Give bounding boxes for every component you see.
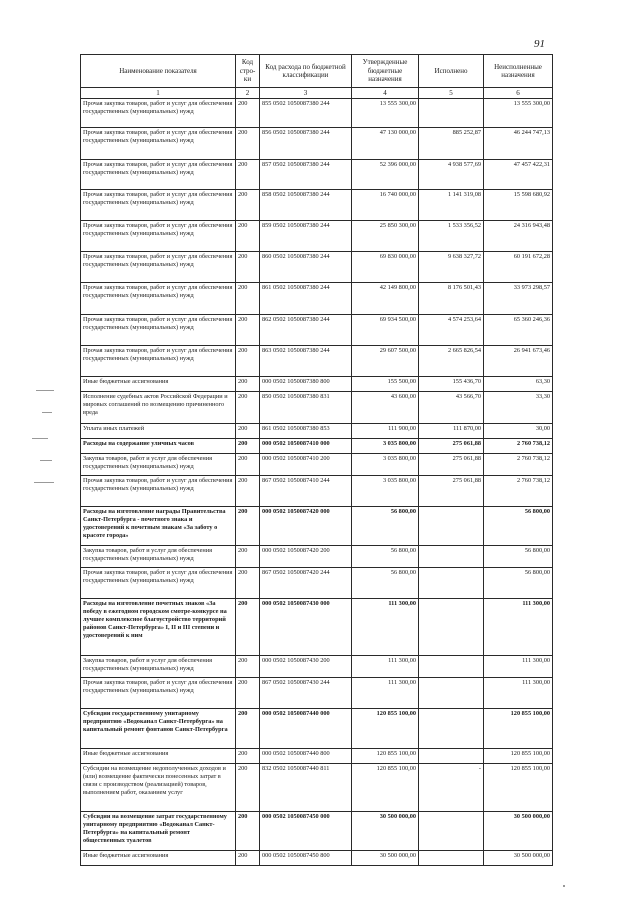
row-line-code: 200 bbox=[236, 128, 260, 160]
row-executed-amount bbox=[419, 851, 484, 866]
row-line-code: 200 bbox=[236, 190, 260, 221]
column-number: 4 bbox=[352, 88, 419, 99]
table-header-row bbox=[81, 55, 553, 88]
row-indicator-name: Субсидии на возмещение недополученных доходов и (или) возмещение фактически понесенных затрат в связи с производством (реализацией) товаров, выполнением работ, оказанием услуг bbox=[81, 764, 236, 812]
row-approved-amount: 120 855 100,00 bbox=[352, 764, 419, 812]
row-executed-amount bbox=[419, 678, 484, 709]
row-approved-amount: 111 300,00 bbox=[352, 678, 419, 709]
row-classification-code: 867 0502 1050087430 244 bbox=[260, 678, 352, 709]
table-row bbox=[81, 221, 553, 252]
row-classification-code: 000 0502 1050087410 200 bbox=[260, 454, 352, 476]
table-row bbox=[81, 812, 553, 851]
row-unexecuted-amount: 111 300,00 bbox=[484, 599, 553, 656]
row-line-code: 200 bbox=[236, 476, 260, 507]
table-row bbox=[81, 424, 553, 439]
column-number: 2 bbox=[236, 88, 260, 99]
table-row bbox=[81, 160, 553, 190]
row-approved-amount: 120 855 100,00 bbox=[352, 709, 419, 749]
row-approved-amount: 56 800,00 bbox=[352, 546, 419, 568]
page-number: 91 bbox=[534, 38, 545, 50]
row-unexecuted-amount: 47 457 422,31 bbox=[484, 160, 553, 190]
row-line-code: 200 bbox=[236, 315, 260, 346]
table-row bbox=[81, 392, 553, 424]
row-indicator-name: Прочая закупка товаров, работ и услуг для обеспечения государственных (муниципальных) нужд bbox=[81, 476, 236, 507]
row-classification-code: 000 0502 1050087450 000 bbox=[260, 812, 352, 851]
row-unexecuted-amount: 2 760 738,12 bbox=[484, 439, 553, 454]
row-approved-amount: 3 035 800,00 bbox=[352, 476, 419, 507]
table-row bbox=[81, 678, 553, 709]
row-executed-amount bbox=[419, 812, 484, 851]
row-unexecuted-amount: 56 800,00 bbox=[484, 568, 553, 599]
row-line-code: 200 bbox=[236, 439, 260, 454]
row-classification-code: 867 0502 1050087410 244 bbox=[260, 476, 352, 507]
row-unexecuted-amount: 120 855 100,00 bbox=[484, 764, 553, 812]
row-approved-amount: 120 855 100,00 bbox=[352, 749, 419, 764]
row-approved-amount: 69 830 000,00 bbox=[352, 252, 419, 283]
row-indicator-name: Прочая закупка товаров, работ и услуг для обеспечения государственных (муниципальных) нужд bbox=[81, 568, 236, 599]
row-executed-amount bbox=[419, 599, 484, 656]
row-classification-code: 859 0502 1050087380 244 bbox=[260, 221, 352, 252]
row-classification-code: 861 0502 1050087380 244 bbox=[260, 283, 352, 315]
column-number: 1 bbox=[81, 88, 236, 99]
row-executed-amount: 275 061,88 bbox=[419, 439, 484, 454]
row-approved-amount: 155 500,00 bbox=[352, 377, 419, 392]
column-number: 5 bbox=[419, 88, 484, 99]
table-row bbox=[81, 764, 553, 812]
row-executed-amount: 43 566,70 bbox=[419, 392, 484, 424]
row-classification-code: 000 0502 1050087380 800 bbox=[260, 377, 352, 392]
row-approved-amount: 13 555 300,00 bbox=[352, 99, 419, 128]
row-line-code: 200 bbox=[236, 812, 260, 851]
row-line-code: 200 bbox=[236, 709, 260, 749]
row-classification-code: 832 0502 1050087440 811 bbox=[260, 764, 352, 812]
row-classification-code: 000 0502 1050087420 000 bbox=[260, 507, 352, 546]
row-indicator-name: Прочая закупка товаров, работ и услуг для обеспечения государственных (муниципальных) нужд bbox=[81, 315, 236, 346]
row-executed-amount: 8 176 501,43 bbox=[419, 283, 484, 315]
row-indicator-name: Субсидии государственному унитарному предприятию «Водоканал Санкт-Петербурга» на капитальный ремонт фонтанов Санкт-Петербурга bbox=[81, 709, 236, 749]
row-classification-code: 000 0502 1050087440 000 bbox=[260, 709, 352, 749]
row-indicator-name: Прочая закупка товаров, работ и услуг для обеспечения государственных (муниципальных) нужд bbox=[81, 160, 236, 190]
margin-pencil-marks bbox=[28, 390, 74, 520]
row-approved-amount: 29 607 500,00 bbox=[352, 346, 419, 377]
row-line-code: 200 bbox=[236, 507, 260, 546]
row-indicator-name: Прочая закупка товаров, работ и услуг для обеспечения государственных (муниципальных) нужд bbox=[81, 221, 236, 252]
row-line-code: 200 bbox=[236, 392, 260, 424]
row-approved-amount: 56 800,00 bbox=[352, 507, 419, 546]
row-indicator-name: Прочая закупка товаров, работ и услуг для обеспечения государственных (муниципальных) нужд bbox=[81, 252, 236, 283]
row-unexecuted-amount: 120 855 100,00 bbox=[484, 709, 553, 749]
row-executed-amount: 1 141 319,08 bbox=[419, 190, 484, 221]
row-classification-code: 000 0502 1050087430 000 bbox=[260, 599, 352, 656]
table-row bbox=[81, 749, 553, 764]
row-unexecuted-amount: 120 855 100,00 bbox=[484, 749, 553, 764]
row-unexecuted-amount: 111 300,00 bbox=[484, 678, 553, 709]
row-line-code: 200 bbox=[236, 764, 260, 812]
row-executed-amount bbox=[419, 546, 484, 568]
row-unexecuted-amount: 15 598 680,92 bbox=[484, 190, 553, 221]
row-executed-amount bbox=[419, 709, 484, 749]
row-executed-amount bbox=[419, 99, 484, 128]
row-indicator-name: Закупка товаров, работ и услуг для обеспечения государственных (муниципальных) нужд bbox=[81, 656, 236, 678]
row-unexecuted-amount: 56 800,00 bbox=[484, 546, 553, 568]
row-classification-code: 855 0502 1050087380 244 bbox=[260, 99, 352, 128]
row-classification-code: 858 0502 1050087380 244 bbox=[260, 190, 352, 221]
column-number: 6 bbox=[484, 88, 553, 99]
header-approved: Утвержденные бюджетные назначения bbox=[352, 55, 419, 88]
row-line-code: 200 bbox=[236, 377, 260, 392]
row-indicator-name: Иные бюджетные ассигнования bbox=[81, 749, 236, 764]
table-row bbox=[81, 128, 553, 160]
row-unexecuted-amount: 30 500 000,00 bbox=[484, 812, 553, 851]
row-classification-code: 000 0502 1050087440 800 bbox=[260, 749, 352, 764]
table-row bbox=[81, 656, 553, 678]
row-executed-amount: 275 061,88 bbox=[419, 476, 484, 507]
row-line-code: 200 bbox=[236, 346, 260, 377]
row-executed-amount: 4 574 253,64 bbox=[419, 315, 484, 346]
row-classification-code: 000 0502 1050087410 000 bbox=[260, 439, 352, 454]
table-row bbox=[81, 568, 553, 599]
row-unexecuted-amount: 2 760 738,12 bbox=[484, 476, 553, 507]
row-classification-code: 863 0502 1050087380 244 bbox=[260, 346, 352, 377]
row-line-code: 200 bbox=[236, 599, 260, 656]
row-indicator-name: Прочая закупка товаров, работ и услуг для обеспечения государственных (муниципальных) нужд bbox=[81, 346, 236, 377]
row-indicator-name: Расходы на изготовление награды Правительства Санкт-Петербурга - почетного знака и удостоверений к почетным знакам «За заботу о красоте города» bbox=[81, 507, 236, 546]
row-line-code: 200 bbox=[236, 678, 260, 709]
row-indicator-name: Закупка товаров, работ и услуг для обеспечения государственных (муниципальных) нужд bbox=[81, 454, 236, 476]
row-executed-amount: - bbox=[419, 764, 484, 812]
table-row bbox=[81, 546, 553, 568]
row-approved-amount: 25 850 300,00 bbox=[352, 221, 419, 252]
table-row bbox=[81, 454, 553, 476]
budget-execution-table bbox=[80, 54, 553, 866]
table-row bbox=[81, 315, 553, 346]
header-indicator-name: Наименование показателя bbox=[81, 55, 236, 88]
row-classification-code: 000 0502 1050087430 200 bbox=[260, 656, 352, 678]
row-approved-amount: 111 300,00 bbox=[352, 599, 419, 656]
row-unexecuted-amount: 46 244 747,13 bbox=[484, 128, 553, 160]
row-line-code: 200 bbox=[236, 851, 260, 866]
row-classification-code: 867 0502 1050087420 244 bbox=[260, 568, 352, 599]
table-row bbox=[81, 599, 553, 656]
header-line-code: Код стро-ки bbox=[236, 55, 260, 88]
row-indicator-name: Исполнение судебных актов Российской Федерации и мировых соглашений по возмещению причиненного вреда bbox=[81, 392, 236, 424]
row-classification-code: 850 0502 1050087380 831 bbox=[260, 392, 352, 424]
table-row bbox=[81, 99, 553, 128]
table-row bbox=[81, 252, 553, 283]
row-line-code: 200 bbox=[236, 656, 260, 678]
table-row bbox=[81, 709, 553, 749]
row-approved-amount: 3 035 800,00 bbox=[352, 439, 419, 454]
row-approved-amount: 42 149 800,00 bbox=[352, 283, 419, 315]
row-line-code: 200 bbox=[236, 252, 260, 283]
row-approved-amount: 43 600,00 bbox=[352, 392, 419, 424]
row-approved-amount: 111 300,00 bbox=[352, 656, 419, 678]
row-indicator-name: Прочая закупка товаров, работ и услуг для обеспечения государственных (муниципальных) нужд bbox=[81, 283, 236, 315]
column-number-row bbox=[81, 88, 553, 99]
row-indicator-name: Прочая закупка товаров, работ и услуг для обеспечения государственных (муниципальных) нужд bbox=[81, 678, 236, 709]
table-row bbox=[81, 507, 553, 546]
row-classification-code: 861 0502 1050087380 853 bbox=[260, 424, 352, 439]
table-row bbox=[81, 851, 553, 866]
row-executed-amount: 9 638 327,72 bbox=[419, 252, 484, 283]
row-unexecuted-amount: 2 760 738,12 bbox=[484, 454, 553, 476]
row-indicator-name: Прочая закупка товаров, работ и услуг для обеспечения государственных (муниципальных) нужд bbox=[81, 99, 236, 128]
row-indicator-name: Прочая закупка товаров, работ и услуг для обеспечения государственных (муниципальных) нужд bbox=[81, 128, 236, 160]
row-executed-amount bbox=[419, 656, 484, 678]
row-approved-amount: 3 035 800,00 bbox=[352, 454, 419, 476]
row-line-code: 200 bbox=[236, 546, 260, 568]
row-executed-amount: 275 061,88 bbox=[419, 454, 484, 476]
row-executed-amount bbox=[419, 749, 484, 764]
row-unexecuted-amount: 13 555 300,00 bbox=[484, 99, 553, 128]
row-indicator-name: Расходы на изготовление почетных знаков «За победу в ежегодном городском смотре-конкурсе на лучшее комплексное благоустройство территорий районов Санкт-Петербурга» I, II и III степени и удостоверений к ним bbox=[81, 599, 236, 656]
row-unexecuted-amount: 30,00 bbox=[484, 424, 553, 439]
row-classification-code: 862 0502 1050087380 244 bbox=[260, 315, 352, 346]
row-executed-amount: 1 533 356,52 bbox=[419, 221, 484, 252]
row-unexecuted-amount: 63,30 bbox=[484, 377, 553, 392]
row-executed-amount: 885 252,87 bbox=[419, 128, 484, 160]
row-line-code: 200 bbox=[236, 749, 260, 764]
row-indicator-name: Субсидии на возмещение затрат государственному унитарному предприятию «Водоканал Санкт-Петербурга» на капитальный ремонт общественных туалетов bbox=[81, 812, 236, 851]
table-row bbox=[81, 346, 553, 377]
row-approved-amount: 52 396 000,00 bbox=[352, 160, 419, 190]
row-unexecuted-amount: 111 300,00 bbox=[484, 656, 553, 678]
row-unexecuted-amount: 30 500 000,00 bbox=[484, 851, 553, 866]
row-indicator-name: Расходы на содержание уличных часов bbox=[81, 439, 236, 454]
row-approved-amount: 30 500 000,00 bbox=[352, 812, 419, 851]
row-indicator-name: Прочая закупка товаров, работ и услуг для обеспечения государственных (муниципальных) нужд bbox=[81, 190, 236, 221]
row-unexecuted-amount: 33,30 bbox=[484, 392, 553, 424]
row-approved-amount: 56 800,00 bbox=[352, 568, 419, 599]
header-budget-classification-code: Код расхода по бюджетной классификации bbox=[260, 55, 352, 88]
table-row bbox=[81, 283, 553, 315]
column-number: 3 bbox=[260, 88, 352, 99]
row-approved-amount: 16 740 000,00 bbox=[352, 190, 419, 221]
row-line-code: 200 bbox=[236, 568, 260, 599]
row-classification-code: 857 0502 1050087380 244 bbox=[260, 160, 352, 190]
row-unexecuted-amount: 56 800,00 bbox=[484, 507, 553, 546]
row-executed-amount: 2 665 826,54 bbox=[419, 346, 484, 377]
row-executed-amount bbox=[419, 568, 484, 599]
row-executed-amount: 111 870,00 bbox=[419, 424, 484, 439]
table-row bbox=[81, 476, 553, 507]
row-unexecuted-amount: 65 360 246,36 bbox=[484, 315, 553, 346]
row-classification-code: 856 0502 1050087380 244 bbox=[260, 128, 352, 160]
row-executed-amount: 155 436,70 bbox=[419, 377, 484, 392]
scan-speck bbox=[563, 885, 565, 887]
row-line-code: 200 bbox=[236, 221, 260, 252]
row-approved-amount: 69 934 500,00 bbox=[352, 315, 419, 346]
row-line-code: 200 bbox=[236, 160, 260, 190]
row-executed-amount: 4 938 577,69 bbox=[419, 160, 484, 190]
row-classification-code: 000 0502 1050087450 800 bbox=[260, 851, 352, 866]
row-line-code: 200 bbox=[236, 283, 260, 315]
table-row bbox=[81, 190, 553, 221]
row-executed-amount bbox=[419, 507, 484, 546]
row-indicator-name: Иные бюджетные ассигнования bbox=[81, 851, 236, 866]
table-row bbox=[81, 439, 553, 454]
row-line-code: 200 bbox=[236, 454, 260, 476]
row-indicator-name: Иные бюджетные ассигнования bbox=[81, 377, 236, 392]
row-unexecuted-amount: 24 316 943,48 bbox=[484, 221, 553, 252]
header-executed: Исполнено bbox=[419, 55, 484, 88]
row-approved-amount: 111 900,00 bbox=[352, 424, 419, 439]
row-approved-amount: 47 130 000,00 bbox=[352, 128, 419, 160]
table-row bbox=[81, 377, 553, 392]
row-classification-code: 860 0502 1050087380 244 bbox=[260, 252, 352, 283]
row-indicator-name: Уплата иных платежей bbox=[81, 424, 236, 439]
row-line-code: 200 bbox=[236, 99, 260, 128]
row-unexecuted-amount: 26 941 673,46 bbox=[484, 346, 553, 377]
row-classification-code: 000 0502 1050087420 200 bbox=[260, 546, 352, 568]
row-indicator-name: Закупка товаров, работ и услуг для обеспечения государственных (муниципальных) нужд bbox=[81, 546, 236, 568]
row-line-code: 200 bbox=[236, 424, 260, 439]
header-unexecuted: Неисполненные назначения bbox=[484, 55, 553, 88]
row-unexecuted-amount: 60 191 672,28 bbox=[484, 252, 553, 283]
row-approved-amount: 30 500 000,00 bbox=[352, 851, 419, 866]
row-unexecuted-amount: 33 973 298,57 bbox=[484, 283, 553, 315]
